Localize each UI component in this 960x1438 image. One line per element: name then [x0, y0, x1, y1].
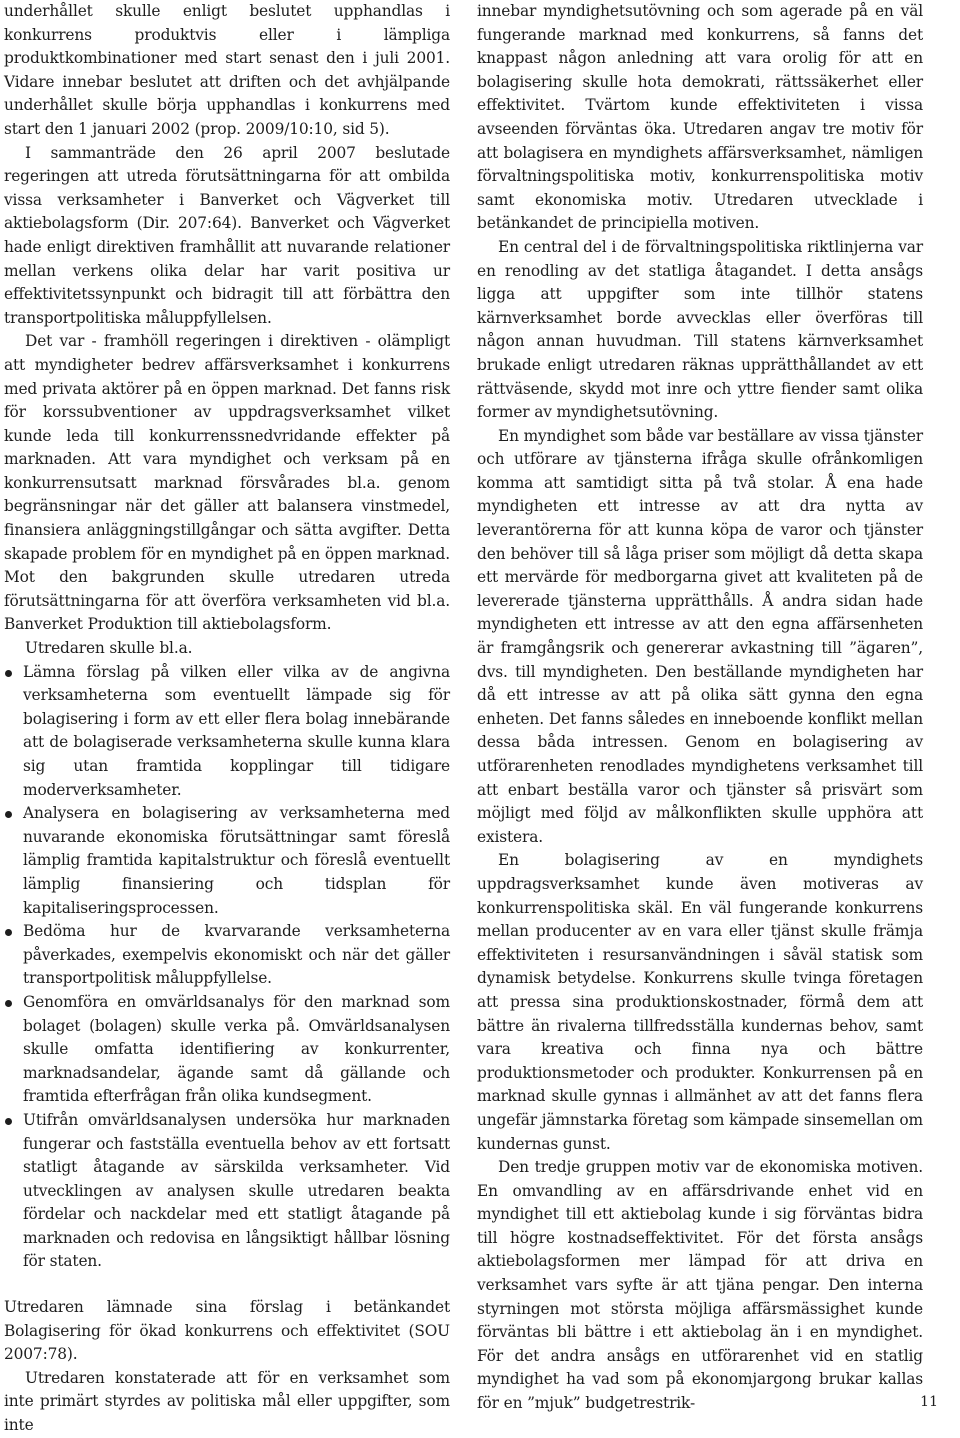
paragraph: I sammanträde den 26 april 2007 beslutade regeringen att utreda förutsättningarna för att ombilda vissa verksamheter i Banverket och Vägverket till aktiebolagsform (Dir. 207:64). Banverket och Vägverket hade enligt direktiven framhållit att nuvarande relationer mellan verkens olika delar har varit positiva ur effektivitetssynpunkt och bidragit till att förbättra den transportpolitiska måluppfyllelsen. — [4, 143, 450, 327]
bullet-icon — [5, 670, 12, 677]
list-item: Bedöma hur de kvarvarande verksamheterna påverkades, exempelvis ekonomiskt och när det gäller transportpolitisk måluppfyllelse. — [4, 920, 450, 991]
bullet-icon — [5, 1118, 12, 1125]
paragraph: En central del i de förvaltningspolitiska riktlinjerna var en renodling av det statliga åtagandet. I detta ansågs ligga att uppgifter som inte tillhör statens kärnverksamhet borde avvecklas eller överföras till någon annan huvudman. Till statens kärnverksamhet brukade enligt utredaren räknas upprätthållandet av ett rättväsende, skydd mot inre och yttre fiender samt olika former av myndighetsutövning. — [477, 237, 923, 422]
paragraph: underhållet skulle enligt beslutet upphandlas i konkurrens produktvis eller i lämpliga produktkombinationer med start senast den i juli 2001. Vidare innebar beslutet att driften och det avhjälpande underhållet skulle börja upphandlas i konkurrens med start den 1 januari 2002 (prop. 2009/10:10, sid 5). — [4, 2, 450, 138]
bullet-icon — [5, 1000, 12, 1007]
bullet-list — [4, 661, 450, 1274]
spacer — [4, 1274, 450, 1296]
bullet-icon — [5, 811, 12, 818]
bullet-icon — [5, 929, 12, 936]
paragraph: En bolagisering av en myndighets uppdragsverksamhet kunde även motiveras av konkurrenspolitiska skäl. En väl fungerande konkurrens mellan producenter av en vara eller tjänst skulle främja effektiviteten i resursanvändningen i såväl statisk som dynamisk betydelse. Konkurrens skulle tvinga företagen att pressa sina produktionskostnader, förmå dem att bättre än rivalerna tillfredsställa kundernas behov, samt vara kreativa och finna nya och bättre produktionsmetoder och produkter. Konkurrensen på en marknad skulle gynnas i allmänhet av att det fanns flera ungefär jämnstarka företag som kämpade sinsemellan om kundernas gunst. — [477, 851, 923, 1153]
paragraph: Den tredje gruppen motiv var de ekonomiska motiven. En omvandling av en affärsdrivande enhet vid en myndighet till ett aktiebolag kunde i sig förväntas bidra till högre kostnadseffektivitet. För det första ansågs aktiebolagsformen mer lämpad för att driva en verksamhet vars syfte är att tjäna pengar. Den interna styrningen mot största möjliga affärsmässighet kunde förväntas bli bättre i ett aktiebolag än i en myndighet. För det andra ansågs en utförarenhet vid en statlig myndighet ha vad som på ekonomjargong brukar kallas för en ”mjuk” budgetrestrik- — [477, 1158, 923, 1413]
list-item: Analysera en bolagisering av verksamheterna med nuvarande ekonomiska förutsättningar samt föreslå lämplig framtida kapitalstruktur och föreslå eventuellt lämplig finansiering och tidsplan för kapitaliseringsprocessen. — [4, 802, 450, 920]
paragraph: En myndighet som både var beställare av vissa tjänster och utförare av tjänsterna ifråga skulle ofrånkomligen komma att samtidigt sitta på två stolar. Å ena hade myndigheten ett intresse av att dra nytta av leverantörerna för att kunna köpa de varor och tjänster den behöver till så låga priser som möjligt då detta skapa ett mervärde för medborgarna givet att kvaliteten på de levererade tjänsterna upprätthålls. Å andra sidan hade myndigheten ett intresse av att den egna affärsenheten är framgångsrik och genererar avkastning till ”ägaren”, dvs. till myndigheten. Den beställande myndigheten har då ett intresse av att på olika sätt gynna den egna enheten. Det fanns således en inneboende konflikt mellan dessa båda intressen. Genom en bolagisering av utförarenheten renodlades myndighetens verksamhet till att enbart beställa varor och tjänster så prisvärt som möjligt med följd av målkonflikten skulle upphöra att existera. — [477, 426, 923, 846]
page-number: 11 — [920, 1394, 938, 1410]
left-column — [4, 0, 450, 1438]
paragraph: Utredaren skulle bl.a. — [25, 639, 193, 658]
list-item: Utifrån omvärldsanalysen undersöka hur marknaden fungerar och fastställa eventuella behov av ett fortsatt statligt åtagande av särskilda verksamheter. Vid utvecklingen av analysen skulle utredaren beakta fördelar och nackdelar med ett statligt åtagande på marknaden och redovisa en långsiktigt hållbar lösning för staten. — [4, 1109, 450, 1274]
right-column — [477, 0, 923, 1416]
list-item: Lämna förslag på vilken eller vilka av de angivna verksamheterna som eventuellt lämpade sig för bolagisering i form av ett eller flera bolag innebärande att de bolagiserade verksamheterna skulle kunna klara sig utan framtida kopplingar till tidigare moderverksamheter. — [4, 661, 450, 803]
list-item: Genomföra en omvärldsanalys för den marknad som bolaget (bolagen) skulle verka på. Omvärldsanalysen skulle omfatta identifiering av konkurrenter, marknadsandelar, ägande samt då gällande och framtida efterfrågan från olika kundsegment. — [4, 991, 450, 1109]
paragraph: innebar myndighetsutövning och som agerade på en väl fungerande marknad med konkurrens, så fanns det knappast någon anledning att vara orolig för att en bolagisering skulle hota demokrati, rättssäkerhet eller effektivitet. Tvärtom kunde effektiviteten i vissa avseenden förväntas öka. Utredaren angav tre motiv för att bolagisera en myndighets affärsverksamhet, nämligen förvaltningspolitiska motiv, konkurrenspolitiska motiv samt ekonomiska motiv. Utredaren utvecklade i betänkandet de principiella motiven. — [477, 2, 923, 233]
paragraph: Utredaren lämnade sina förslag i betänkandet Bolagisering för ökad konkurrens och effektivitet (SOU 2007:78). — [4, 1298, 450, 1364]
paragraph: Det var - framhöll regeringen i direktiven - olämpligt att myndigheter bedrev affärsverksamhet i konkurrens med privata aktörer på en öppen marknad. Det fanns risk för korssubventioner av uppdragsverksamhet vilket kunde leda till konkurrenssnedvridande effekter på marknaden. Att vara myndighet och verksam på en konkurrensutsatt marknad försvårades bl.a. genom begränsningar när det gäller att balansera vinstmedel, finansiera anläggningstillgångar och sätta avgifter. Detta skapade problem för en myndighet på en öppen marknad. Mot den bakgrunden skulle utredaren utreda förutsättningarna för att överföra verksamheten vid bl.a. Banverket Produktion till aktiebolagsform. — [4, 332, 450, 634]
paragraph: Utredaren konstaterade att för en verksamhet som inte primärt styrdes av politiska mål eller uppgifter, som inte — [4, 1368, 450, 1435]
